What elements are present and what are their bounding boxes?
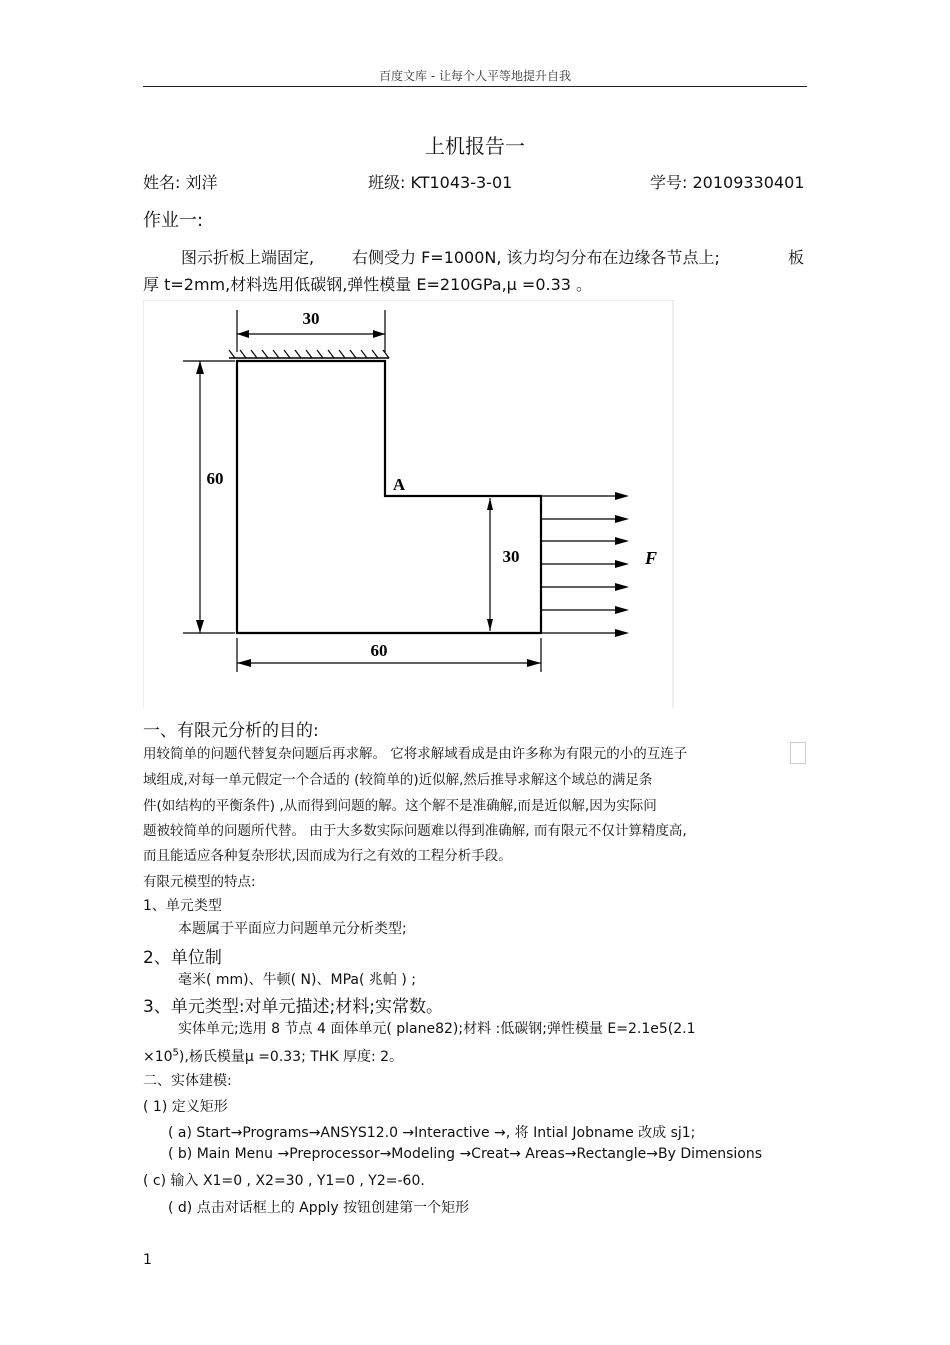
dim-right-arrow-top — [487, 498, 493, 510]
dim-top-label: 30 — [302, 309, 320, 328]
section1-line: 题被较简单的问题所代替。 由于大多数实际问题难以得到准确解, 而有限元不仅计算精度高, — [143, 823, 687, 839]
dim-left — [183, 361, 235, 633]
force-label: F — [644, 548, 658, 568]
force-arrows — [541, 496, 619, 633]
item3-title: 3、单元类型:对单元描述;材料;实常数。 — [143, 997, 443, 1017]
dim-right-label: 30 — [502, 547, 520, 566]
section1-heading: 一、有限元分析的目的: — [143, 721, 319, 741]
step-c: ( c) 输入 X1=0 , X2=30 , Y1=0 , Y2=-60. — [143, 1173, 425, 1189]
item3-line2 — [143, 1046, 403, 1066]
dim-bottom-label: 60 — [370, 641, 388, 660]
section1-line: 而且能适应各种复杂形状,因而成为行之有效的工程分析手段。 — [143, 848, 512, 864]
assignment-line1b: 右侧受力 F=1000N, 该力均匀分布在边缘各节点上; — [352, 248, 720, 267]
header-divider — [143, 86, 807, 87]
bent-plate-figure — [143, 300, 675, 708]
item1-title: 1、单元类型 — [143, 898, 222, 914]
item2-title: 2、单位制 — [143, 948, 222, 968]
section1-line: 件(如结构的平衡条件) ,从而得到问题的解。这个解不是准确解,而是近似解,因为实际问 — [143, 798, 657, 814]
dim-bottom-arrow-left — [237, 659, 251, 667]
section2-heading: 二、实体建模: — [143, 1073, 232, 1089]
student-name: 姓名: 刘洋 — [143, 173, 218, 192]
point-a-label: A — [392, 475, 406, 494]
item3-line2a: ×10 — [143, 1049, 173, 1065]
step-b: ( b) Main Menu →Preprocessor→Modeling →Creat→ Areas→Rectangle→By Dimensions — [168, 1146, 763, 1162]
margin-marker — [790, 742, 806, 764]
force-arrowheads — [615, 492, 629, 637]
dim-left-label: 60 — [206, 469, 224, 488]
dim-bottom-arrow-right — [527, 659, 541, 667]
assignment-line1a: 图示折板上端固定, — [181, 248, 315, 267]
dim-top-arrow-left — [237, 330, 249, 338]
item1-text: 本题属于平面应力问题单元分析类型; — [178, 921, 407, 937]
dim-right-arrow-bottom — [487, 619, 493, 631]
student-class: 班级: KT1043-3-01 — [368, 173, 513, 192]
page-number: 1 — [143, 1252, 152, 1268]
item3-line1: 实体单元;选用 8 节点 4 面体单元( plane82);材料 :低碳钢;弹性模量 E=2.1e5(2.1 — [178, 1021, 696, 1037]
dim-bottom — [237, 638, 541, 672]
assignment-line1c: 板 — [788, 248, 805, 267]
item2-text: 毫米( mm)、牛顿( N)、MPa( 兆帕 ) ; — [178, 972, 416, 988]
dim-left-arrow-top — [196, 361, 204, 374]
section1-line: 用较简单的问题代替复杂问题后再求解。 它将求解域看成是由许多称为有限元的小的互连子 — [143, 746, 688, 762]
assignment-heading: 作业一: — [143, 210, 204, 231]
dim-top-arrow-right — [373, 330, 385, 338]
item3-line2b: ),杨氏模量μ =0.33; THK 厚度: 2。 — [178, 1049, 404, 1065]
fixed-support-hatch — [229, 350, 389, 358]
step1-title: ( 1) 定义矩形 — [143, 1099, 228, 1115]
dim-left-arrow-bottom — [196, 620, 204, 633]
item3-superscript: 5 — [172, 1047, 179, 1059]
assignment-line2: 厚 t=2mm,材料选用低碳钢,弹性模量 E=210GPa,μ =0.33 。 — [143, 275, 593, 294]
section1-line: 有限元模型的特点: — [143, 874, 256, 890]
step-d: ( d) 点击对话框上的 Apply 按钮创建第一个矩形 — [168, 1200, 470, 1216]
plate-outline — [237, 361, 541, 633]
step-a: ( a) Start→Programs→ANSYS12.0 →Interactive →, 将 Intial Jobname 改成 sj1; — [168, 1125, 696, 1141]
student-id: 学号: 20109330401 — [650, 173, 805, 192]
report-title: 上机报告一 — [425, 134, 525, 158]
page-header: 百度文库 - 让每个人平等地提升自我 — [379, 69, 571, 83]
section1-line: 域组成,对每一单元假定一个合适的 (较简单的)近似解,然后推导求解这个域总的满足条 — [143, 772, 653, 788]
